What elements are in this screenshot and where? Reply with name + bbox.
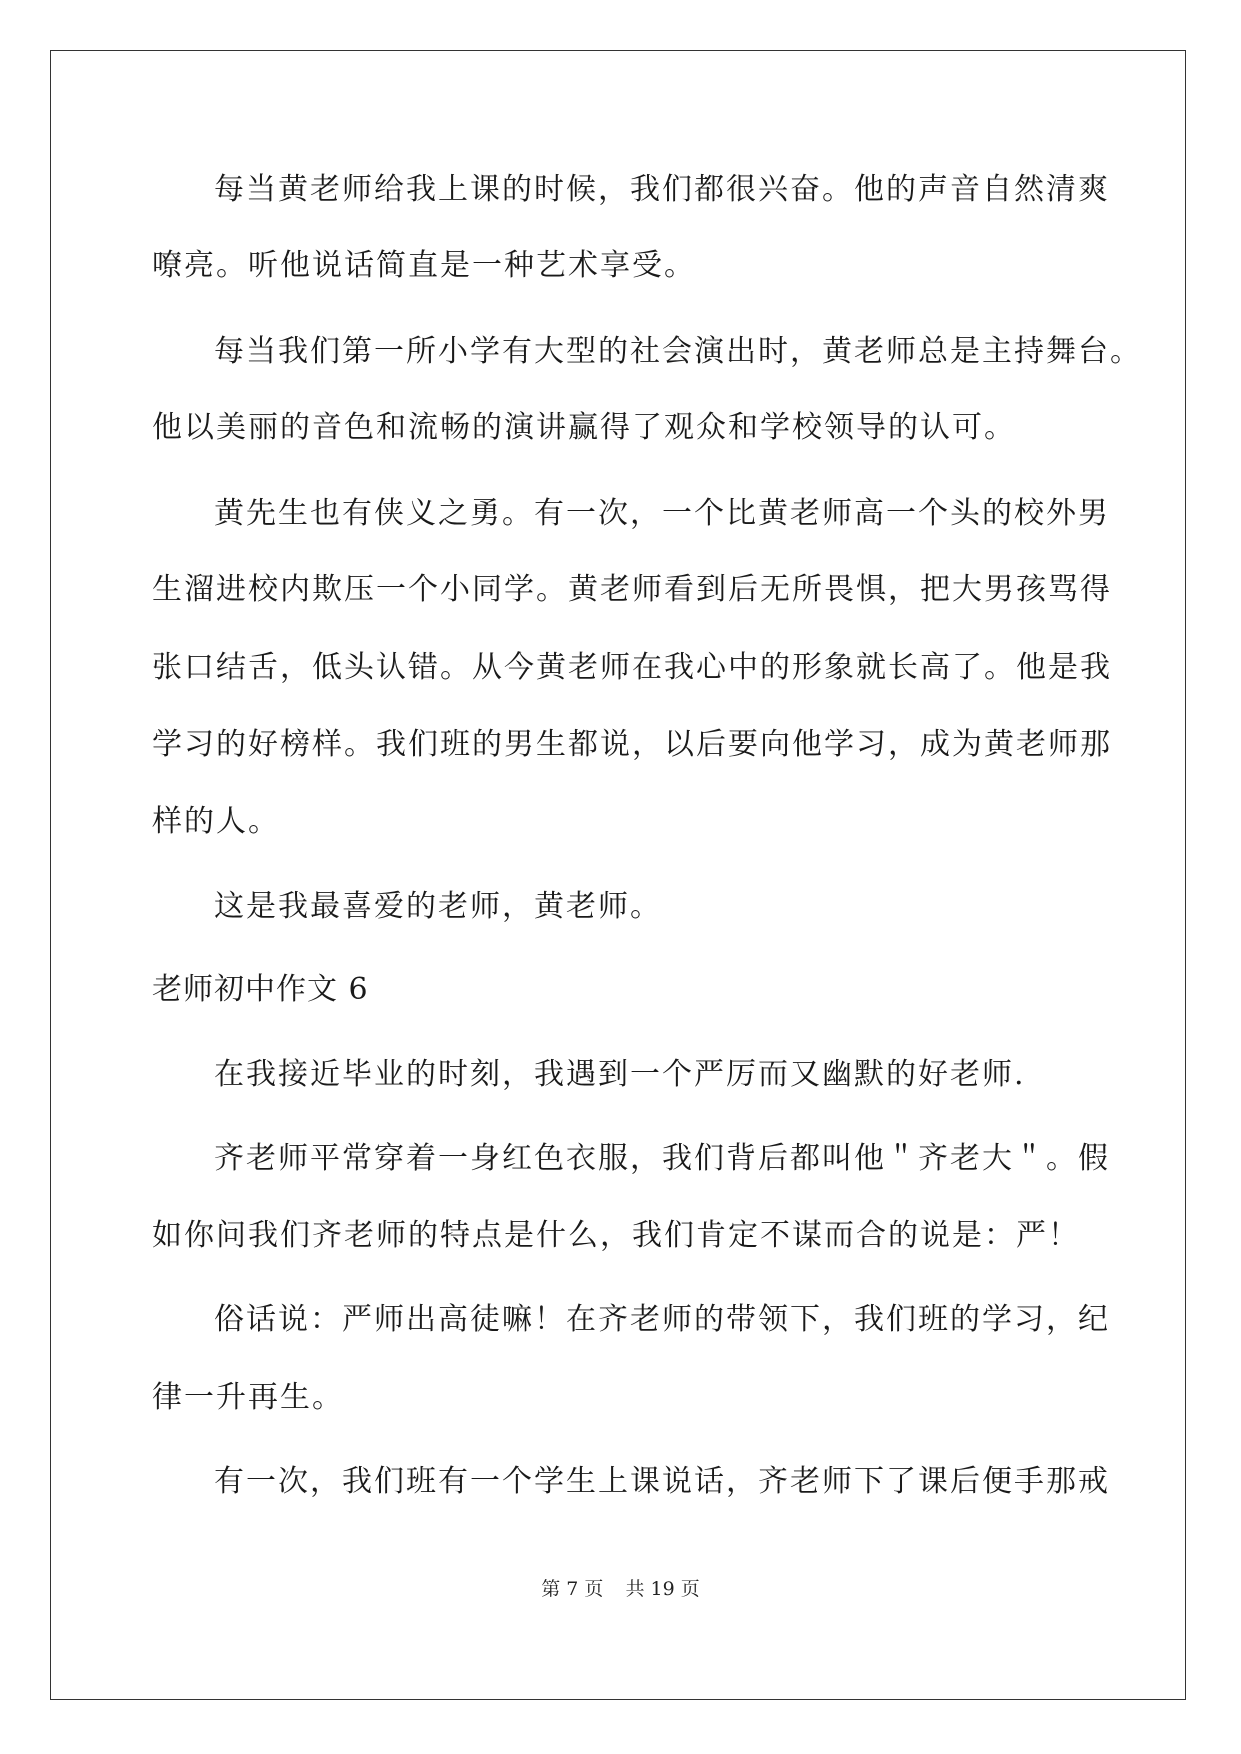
- paragraph-line: 在我接近毕业的时刻，我遇到一个严厉而又幽默的好老师.: [214, 1057, 1026, 1092]
- paragraph-line: 每当黄老师给我上课的时候，我们都很兴奋。他的声音自然清爽: [214, 172, 1110, 207]
- page-border: [50, 50, 1186, 1700]
- paragraph-line: 律一升再生。: [152, 1380, 344, 1415]
- paragraph-line: 张口结舌，低头认错。从今黄老师在我心中的形象就长高了。他是我: [152, 650, 1112, 685]
- paragraph-line: 黄先生也有侠义之勇。有一次，一个比黄老师高一个头的校外男: [214, 496, 1110, 531]
- paragraph-line: 俗话说：严师出高徒嘛！在齐老师的带领下，我们班的学习，纪: [214, 1302, 1110, 1337]
- paragraph-line: 嘹亮。听他说话简直是一种艺术享受。: [152, 248, 696, 283]
- paragraph-line: 齐老师平常穿着一身红色衣服，我们背后都叫他＂齐老大＂。假: [214, 1141, 1110, 1176]
- paragraph-line: 如你问我们齐老师的特点是什么，我们肯定不谋而合的说是：严！: [152, 1218, 1080, 1253]
- page-number: 第 7 页: [541, 1578, 604, 1600]
- paragraph-line: 他以美丽的音色和流畅的演讲赢得了观众和学校领导的认可。: [152, 410, 1016, 445]
- section-heading: 老师初中作文 6: [152, 972, 369, 1007]
- paragraph-line: 有一次，我们班有一个学生上课说话，齐老师下了课后便手那戒: [214, 1464, 1110, 1499]
- page-total: 共 19 页: [625, 1578, 700, 1600]
- paragraph-line: 生溜进校内欺压一个小同学。黄老师看到后无所畏惧，把大男孩骂得: [152, 572, 1112, 607]
- page-footer: [0, 1577, 1241, 1601]
- paragraph-line: 样的人。: [152, 804, 280, 839]
- paragraph-line: 每当我们第一所小学有大型的社会演出时，黄老师总是主持舞台。: [214, 334, 1142, 369]
- paragraph-line: 这是我最喜爱的老师，黄老师。: [214, 889, 662, 924]
- paragraph-line: 学习的好榜样。我们班的男生都说，以后要向他学习，成为黄老师那: [152, 727, 1112, 762]
